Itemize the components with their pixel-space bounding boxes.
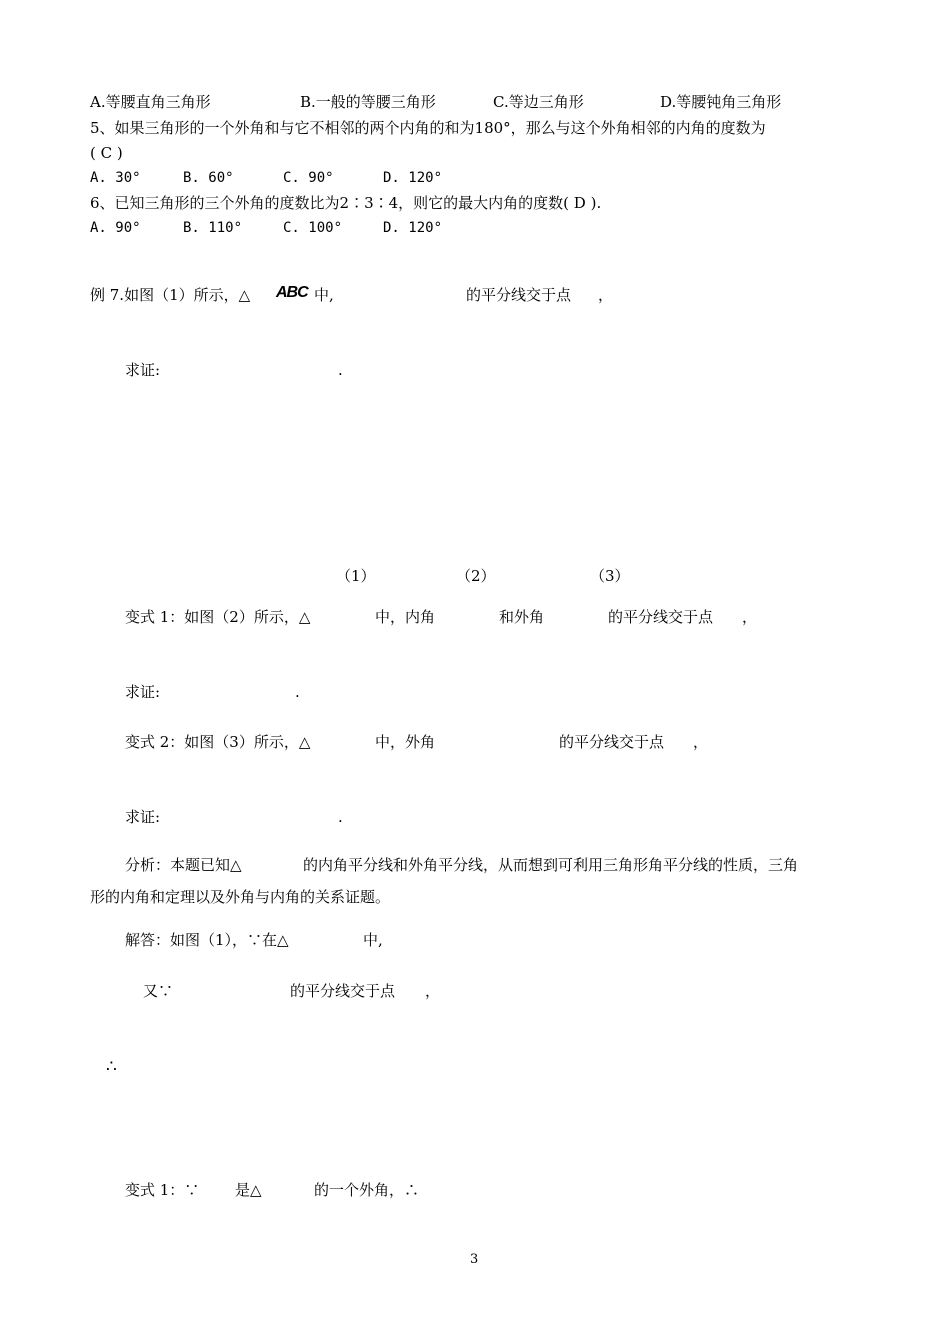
q4-option-a: A.等腰直角三角形	[90, 93, 211, 111]
q6-option-d: D. 120°	[383, 220, 443, 236]
example7-prefix: 例 7.如图（1）所示，△	[90, 286, 251, 304]
example7-tail: 的平分线交于点	[466, 286, 572, 304]
q4-option-d: D.等腰钝角三角形	[660, 93, 782, 111]
q5-option-d: D. 120°	[383, 170, 443, 186]
q6-stem: 6、已知三角形的三个外角的度数比为2∶3∶4，则它的最大内角的度数( D ).	[90, 194, 602, 212]
variant1-prove-dot: .	[295, 683, 300, 701]
figure-label-2: （2）	[456, 567, 496, 585]
example7-abc-label: ABC	[276, 284, 308, 301]
example7-prove-dot: .	[338, 361, 343, 379]
solution-again-c: ，	[425, 982, 441, 1000]
variant2-d: ，	[693, 733, 709, 751]
figure-label-1: （1）	[336, 567, 376, 585]
solution-again-a: 又∵	[143, 982, 174, 1000]
q4-option-b: B.一般的等腰三角形	[300, 93, 436, 111]
q6-option-c: C. 100°	[283, 220, 343, 236]
variant2-prove-label: 求证:	[125, 808, 161, 826]
solution-therefore: ∴	[106, 1057, 117, 1077]
variant1-solution-c: 的一个外角，∴	[314, 1181, 420, 1199]
variant1-solution-b: 是△	[235, 1181, 262, 1199]
solution-b: 中,	[363, 931, 383, 949]
variant1-prove-label: 求证:	[125, 683, 161, 701]
variant1-solution-a: 变式 1：∵	[125, 1181, 200, 1199]
analysis-a: 分析：本题已知△	[125, 856, 242, 874]
solution-again-b: 的平分线交于点	[290, 982, 396, 1000]
analysis-line2: 形的内角和定理以及外角与内角的关系证题。	[90, 888, 391, 906]
variant2-b: 中，外角	[375, 733, 436, 751]
q6-option-b: B. 110°	[183, 220, 243, 236]
variant1-a: 变式 1：如图（2）所示，△	[125, 608, 311, 626]
variant2-c: 的平分线交于点	[559, 733, 665, 751]
q6-option-a: A. 90°	[90, 220, 141, 236]
variant2-a: 变式 2：如图（3）所示，△	[125, 733, 311, 751]
q4-option-c: C.等边三角形	[493, 93, 584, 111]
solution-a: 解答：如图（1），∵在△	[125, 931, 289, 949]
variant2-prove-dot: .	[338, 808, 343, 826]
q5-option-b: B. 60°	[183, 170, 234, 186]
example7-prove-label: 求证:	[125, 361, 161, 379]
q5-answer: ( C )	[90, 144, 123, 162]
example7-comma: ，	[598, 286, 614, 304]
variant1-e: ，	[742, 608, 758, 626]
example7-mid: 中,	[314, 286, 334, 304]
analysis-b: 的内角平分线和外角平分线，从而想到可利用三角形角平分线的性质，三角	[303, 856, 799, 874]
q5-option-c: C. 90°	[283, 170, 334, 186]
variant1-d: 的平分线交于点	[608, 608, 714, 626]
figure-label-3: （3）	[590, 567, 630, 585]
page-number: 3	[470, 1252, 479, 1267]
variant1-b: 中，内角	[375, 608, 436, 626]
q5-option-a: A. 30°	[90, 170, 141, 186]
q5-stem: 5、如果三角形的一个外角和与它不相邻的两个内角的和为180°，那么与这个外角相邻的内角的度数为	[90, 119, 766, 137]
variant1-c: 和外角	[499, 608, 545, 626]
